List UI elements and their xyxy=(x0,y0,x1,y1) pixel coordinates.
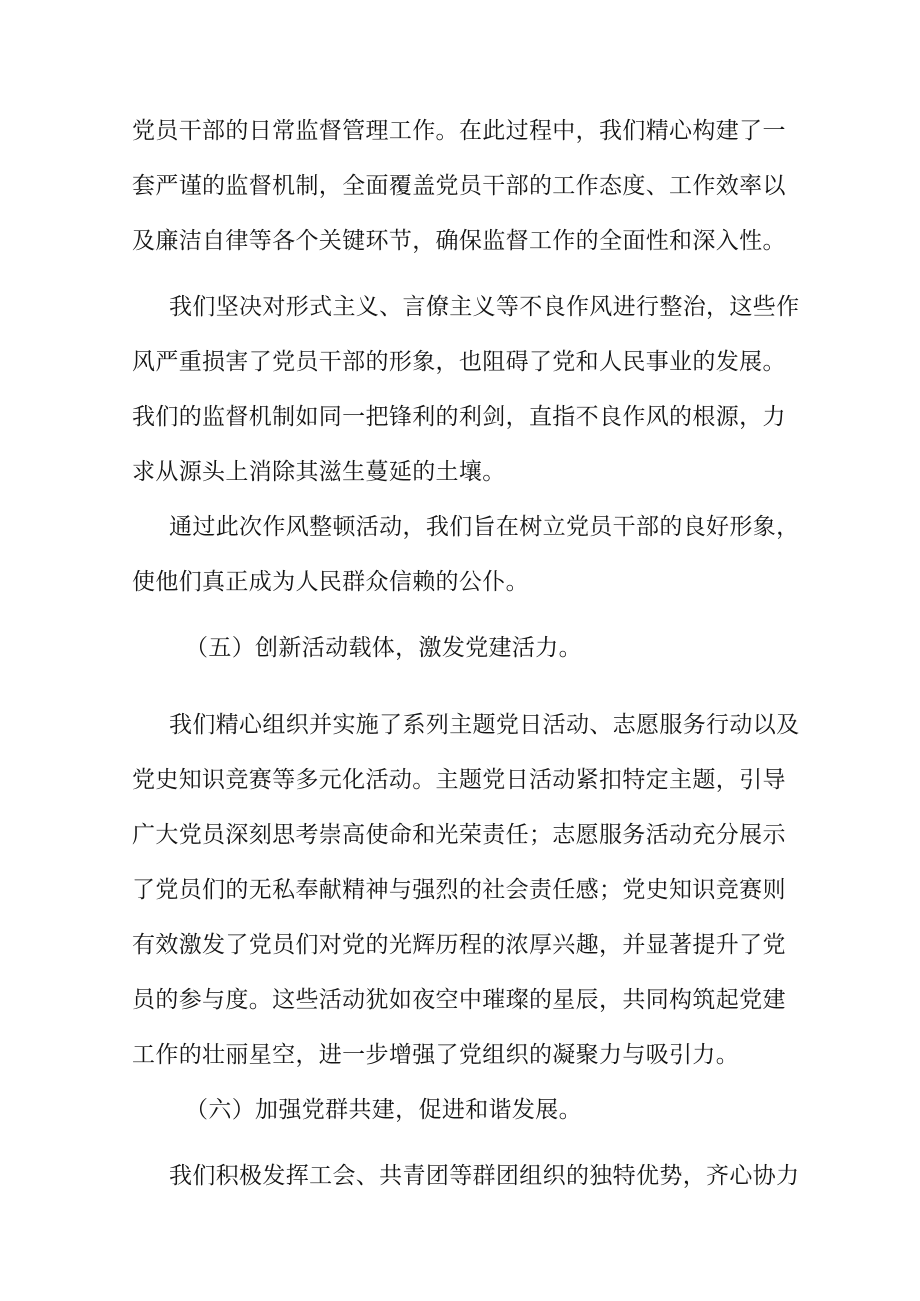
heading-line: （五）创新活动载体，激发党建活力。 xyxy=(185,635,582,661)
text-line: 使他们真正成为人民群众信赖的公仆。 xyxy=(132,569,529,595)
text-line: 我们的监督机制如同一把锋利的利剑，直指不良作风的根源，力 xyxy=(132,404,786,430)
text-line: 我们坚决对形式主义、言僚主义等不良作风进行整治，这些作 xyxy=(169,294,800,320)
paragraph-rectification-goal xyxy=(132,500,800,610)
text-line: 了党员们的无私奉献精神与强烈的社会责任感；党史知识竞赛则 xyxy=(132,877,786,903)
text-line: 求从源头上消除其滋生蔓延的土壤。 xyxy=(132,459,506,485)
text-line: 党员干部的日常监督管理工作。在此过程中，我们精心构建了一 xyxy=(132,118,786,144)
text-line: 及廉洁自律等各个关键环节，确保监督工作的全面性和深入性。 xyxy=(132,228,786,254)
text-line: 员的参与度。这些活动犹如夜空中璀璨的星辰，共同构筑起党建 xyxy=(132,987,786,1013)
section-heading-6 xyxy=(132,1083,792,1138)
text-line: 风严重损害了党员干部的形象，也阻碍了党和人民事业的发展。 xyxy=(132,349,786,375)
heading-line: （六）加强党群共建，促进和谐发展。 xyxy=(185,1097,582,1123)
text-line: 我们精心组织并实施了系列主题党日活动、志愿服务行动以及 xyxy=(169,712,800,738)
text-line: 我们积极发挥工会、共青团等群团组织的独特优势，齐心协力 xyxy=(169,1163,800,1189)
text-line: 有效激发了党员们对党的光辉历程的浓厚兴趣，并显著提升了党 xyxy=(132,932,786,958)
text-line: 套严谨的监督机制，全面覆盖党员干部的工作态度、工作效率以 xyxy=(132,173,786,199)
text-line: 广大党员深刻思考崇高使命和光荣责任；志愿服务活动充分展示 xyxy=(132,822,786,848)
text-line: 通过此次作风整顿活动，我们旨在树立党员干部的良好形象， xyxy=(169,514,800,540)
paragraph-supervision-mechanism xyxy=(132,104,792,269)
paragraph-themed-activities xyxy=(132,698,800,1083)
text-line: 工作的壮丽星空，进一步增强了党组织的凝聚力与吸引力。 xyxy=(132,1042,740,1068)
text-line: 党史知识竞赛等多元化活动。主题党日活动紧扣特定主题，引导 xyxy=(132,767,786,793)
paragraph-rectify-bad-styles xyxy=(132,280,800,500)
paragraph-mass-organizations xyxy=(132,1149,800,1204)
section-heading-5 xyxy=(132,621,792,676)
